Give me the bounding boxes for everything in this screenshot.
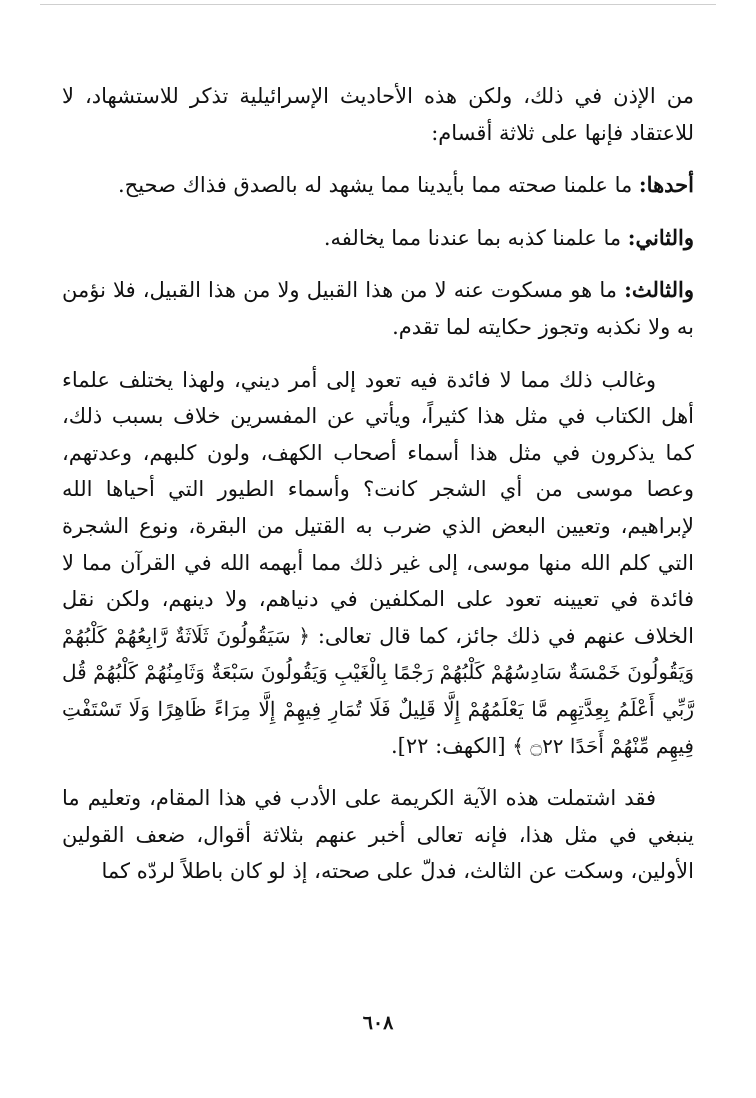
paragraph-first-category <box>62 167 694 204</box>
body-text <box>62 78 694 890</box>
paragraph-lead: أحدها: <box>638 172 694 198</box>
paragraph-text: ما علمنا كذبه بما عندنا مما يخالفه. <box>323 225 628 250</box>
quran-verse: ﴿ سَيَقُولُونَ ثَلَاثَةٌ رَّابِعُهُمْ كَلْبُهُمْ وَيَقُولُونَ خَمْسَةٌ سَادِسُهُمْ كَلْبُهُمْ رَجْمًا بِالْغَيْبِ وَيَقُولُونَ سَبْعَةٌ وَثَامِنُهُمْ كَلْبُهُمْ قُل رَّبِّي أَعْلَمُ بِعِدَّتِهِم مَّا يَعْلَمُهُمْ إِلَّا قَلِيلٌ فَلَا تُمَارِ فِيهِمْ إِلَّا مِرَاءً ظَاهِرًا وَلَا تَسْتَفْتِ فِيهِم مِّنْهُمْ أَحَدًا ۝٢٢ ﴾ <box>62 623 694 758</box>
page-number: ٦٠٨ <box>362 1012 394 1034</box>
paragraph-intro <box>62 78 694 151</box>
scan-edge-line <box>40 4 716 5</box>
verse-citation: [الكهف: ٢٢]. <box>390 733 513 758</box>
paragraph-text: من الإذن في ذلك، ولكن هذه الأحاديث الإسرائيلية تذكر للاستشهاد، لا للاعتقاد فإنها على ثلاثة أقسام: <box>62 84 694 145</box>
paragraph-discussion <box>62 362 694 765</box>
paragraph-text: ما هو مسكوت عنه لا من هذا القبيل ولا من هذا القبيل، فلا نؤمن به ولا نكذبه وتجوز حكايته لما تقدم. <box>62 278 694 339</box>
paragraph-lead: والثاني: <box>627 224 694 250</box>
paragraph-text: ما علمنا صحته مما بأيدينا مما يشهد له بالصدق فذاك صحيح. <box>117 173 639 198</box>
paragraph-second-category <box>62 220 694 257</box>
paragraph-lead: والثالث: <box>624 277 694 303</box>
paragraph-third-category <box>62 272 694 345</box>
paragraph-text: فقد اشتملت هذه الآية الكريمة على الأدب في هذا المقام، وتعليم ما ينبغي في مثل هذا، فإنه تعالى أخبر عنهم بثلاثة أقوال، ضعف القولين الأولين، وسكت عن الثالث، فدلّ على صحته، إذ لو كان باطلاً لردّه كما <box>62 786 694 884</box>
paragraph-text: وغالب ذلك مما لا فائدة فيه تعود إلى أمر ديني، ولهذا يختلف علماء أهل الكتاب في مثل هذا كثيراً، ويأتي عن المفسرين خلاف بسبب ذلك، كما يذكرون في مثل هذا أسماء أصحاب الكهف، ولون كلبهم، وعدتهم، وعصا موسى من أي الشجر كانت؟ وأسماء الطيور التي أحياها الله لإبراهيم، وتعيين البعض الذي ضرب به القتيل من البقرة، ونوع الشجرة التي كلم الله منها موسى، إلى غير ذلك مما أبهمه الله في القرآن مما لا فائدة في تعيينه تعود على المكلفين في دنياهم، ولا دينهم، ولكن نقل الخلاف عنهم في ذلك جائز، كما قال تعالى: <box>62 367 694 648</box>
paragraph-conclusion <box>62 780 694 890</box>
